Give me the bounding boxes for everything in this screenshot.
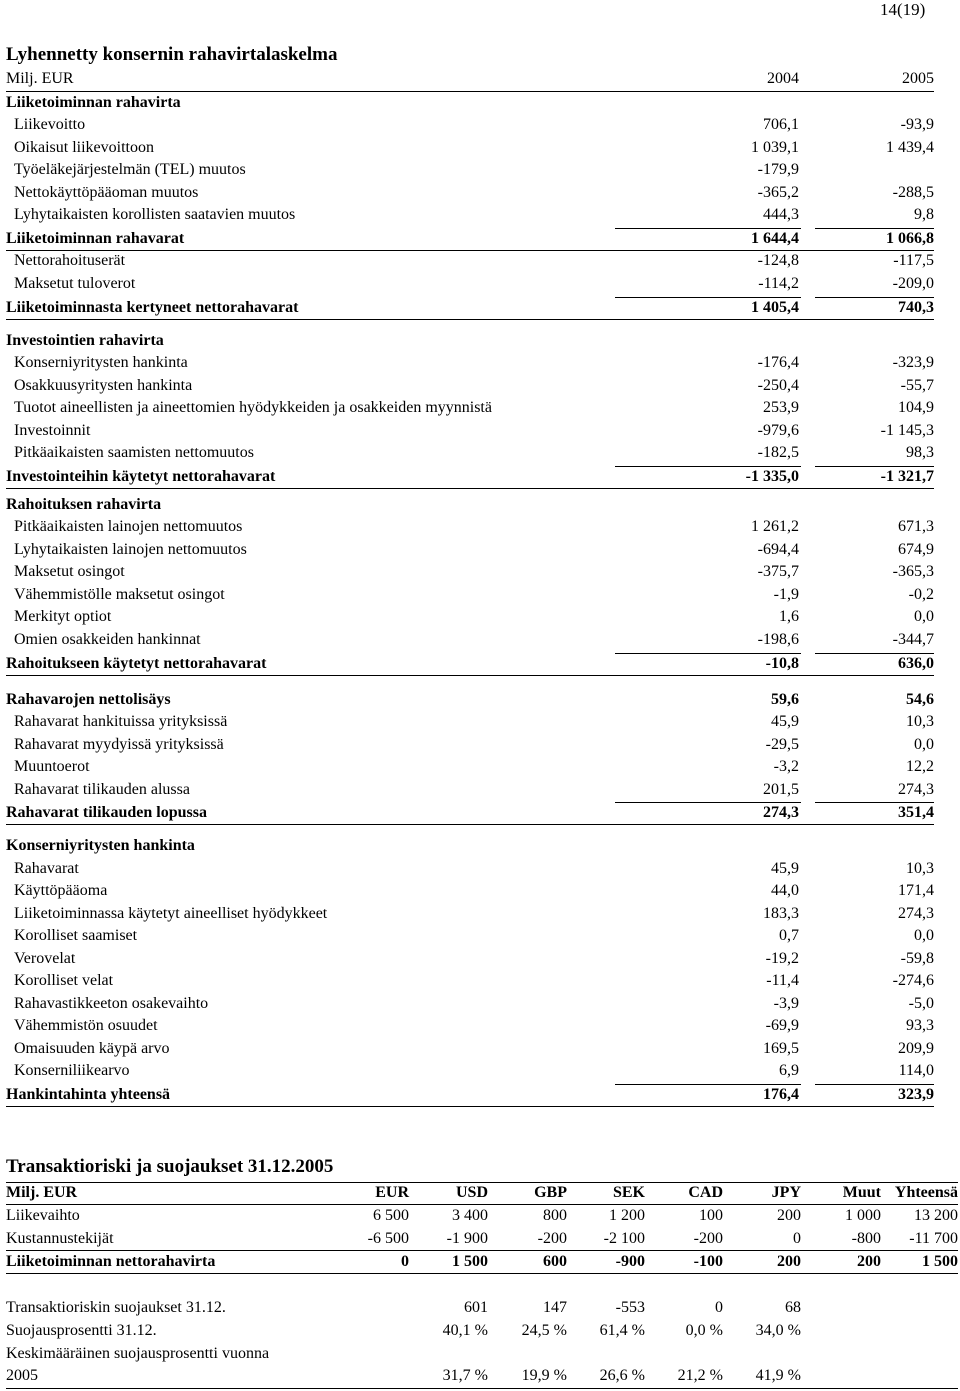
value-2004: -19,2 [765,950,799,967]
cell: -900 [615,1253,645,1270]
cashflow-row [6,250,934,272]
avg-label-row [0,1343,960,1365]
transaction-row [0,1228,960,1250]
subtotal-rule [615,228,801,229]
value-2005: -5,0 [908,995,934,1012]
cashflow-row [6,689,934,711]
subtotal-rule [615,1084,801,1085]
row-label: Osakkuusyritysten hankinta [14,377,193,394]
value-2005: 274,3 [898,905,934,922]
cell: -11 700 [909,1230,958,1247]
page-number: 14(19) [880,0,926,19]
subtotal-rule [815,297,934,298]
row-label: Liiketoiminnan nettorahavirta [6,1253,216,1270]
value-2004: -250,4 [757,377,799,394]
row-label: Keskimääräinen suojausprosentti vuonna [6,1345,270,1362]
total-underline [6,319,934,320]
value-2004: -29,5 [765,736,799,753]
value-2005: 0,0 [914,608,934,625]
value-2004: 45,9 [771,713,799,730]
value-2004: 0,7 [779,927,799,944]
value-2004: 706,1 [763,116,799,133]
cell: GBP [534,1184,567,1201]
value-2004: 201,5 [763,781,799,798]
transaction-title: Transaktioriski ja suojaukset 31.12.2005 [6,1156,334,1177]
cell: Yhteensä [894,1184,958,1201]
transaction-row [0,1251,960,1273]
value-2004: -375,7 [757,563,799,580]
row-label: Investoinnit [14,422,91,439]
cell: 41,9 % [755,1367,801,1384]
row-label: Rahavarat myydyissä yrityksissä [14,736,224,753]
cell: 40,1 % [442,1322,488,1339]
hedge-row [0,1320,960,1342]
cashflow-row [6,802,934,824]
value-2004: 44,0 [771,882,799,899]
total-underline [6,824,934,825]
value-2004: -3,9 [773,995,799,1012]
row-label: 2005 [6,1367,38,1384]
cell: 1 500 [452,1253,488,1270]
cashflow-row [6,1015,934,1037]
cell: 1 500 [922,1253,958,1270]
cell: 3 400 [452,1207,488,1224]
cell: 68 [785,1299,801,1316]
row-label: Kustannustekijät [6,1230,114,1247]
cell: 0,0 % [685,1322,723,1339]
cashflow-row [6,352,934,374]
cashflow-row [6,442,934,464]
row-label: Liiketoiminnasta kertyneet nettorahavarat [6,299,299,316]
value-2005: 10,3 [906,860,934,877]
value-2005: -0,2 [908,586,934,603]
cell: 6 500 [373,1207,409,1224]
cashflow-row [6,204,934,226]
value-2005: 351,4 [898,804,934,821]
cell: -2 100 [603,1230,645,1247]
row-label: Omien osakkeiden hankinnat [14,631,201,648]
subtotal-rule [815,228,934,229]
total-underline [6,675,934,676]
value-2004: -69,9 [765,1017,799,1034]
cell: -6 500 [367,1230,409,1247]
value-2004: -979,6 [757,422,799,439]
value-2005: -365,3 [892,563,934,580]
cashflow-row [6,584,934,606]
row-label: Konserniyritysten hankinta [6,837,195,854]
value-2005: -274,6 [892,972,934,989]
cashflow-row [6,925,934,947]
row-label: Konserniyritysten hankinta [14,354,188,371]
row-label: Investointeihin käytetyt nettorahavarat [6,468,276,485]
cashflow-row [6,466,934,488]
cell: -553 [615,1299,645,1316]
cashflow-row [6,273,934,295]
value-2005: 0,0 [914,927,934,944]
value-2005: 323,9 [898,1086,934,1103]
cashflow-row [6,228,934,250]
transaction-top-rule [6,1182,958,1183]
cell: 1 000 [845,1207,881,1224]
value-2004: -11,4 [766,972,799,989]
value-2005: -93,9 [900,116,934,133]
row-label: Rahavarat tilikauden lopussa [6,804,207,821]
value-2005: 12,2 [906,758,934,775]
value-2005: -55,7 [900,377,934,394]
cashflow-row [6,375,934,397]
cell: 24,5 % [521,1322,567,1339]
value-2004: 1 644,4 [751,230,799,247]
row-label: Nettorahoituserät [14,252,126,269]
value-2004: -694,4 [757,541,799,558]
value-2005: 171,4 [898,882,934,899]
cell: -200 [537,1230,567,1247]
cashflow-row [6,880,934,902]
subtotal-rule [615,802,801,803]
cell: 13 200 [914,1207,958,1224]
transaction-total-rule [6,1250,958,1251]
cashflow-row [6,182,934,204]
transaction-end-rule [6,1388,958,1389]
header-year-2005: 2005 [902,70,934,87]
row-label: Rahavarat [14,860,79,877]
cashflow-row [6,420,934,442]
cell: 61,4 % [599,1322,645,1339]
cashflow-row [6,606,934,628]
subtotal-rule [615,297,801,298]
row-label: Liiketoiminnan rahavirta [6,94,181,111]
value-2004: 1 261,2 [751,518,799,535]
cell: 147 [543,1299,567,1316]
cell: 200 [777,1207,801,1224]
cashflow-row [6,516,934,538]
hedge-row [0,1297,960,1319]
value-2005: 209,9 [898,1040,934,1057]
value-2004: 274,3 [763,804,799,821]
cashflow-row [6,779,934,801]
row-label: Lyhytaikaisten lainojen nettomuutos [14,541,247,558]
value-2004: -182,5 [757,444,799,461]
row-label: Käyttöpääoma [14,882,108,899]
value-2005: 1 066,8 [886,230,934,247]
row-label: Hankintahinta yhteensä [6,1086,171,1103]
cell: 26,6 % [599,1367,645,1384]
value-2004: 59,6 [771,691,799,708]
cell: 100 [699,1207,723,1224]
value-2005: -344,7 [892,631,934,648]
cell: 200 [777,1253,801,1270]
cashflow-row [6,1060,934,1082]
value-2004: -10,8 [765,655,799,672]
row-label: Rahavarat tilikauden alussa [14,781,190,798]
value-2004: 253,9 [763,399,799,416]
cashflow-row [6,92,934,114]
value-2004: -179,9 [757,161,799,178]
cell: 21,2 % [677,1367,723,1384]
value-2005: 9,8 [914,206,934,223]
cell: -1 900 [446,1230,488,1247]
row-label: Rahoitukseen käytetyt nettorahavarat [6,655,267,672]
row-label: Rahoituksen rahavirta [6,496,162,513]
cashflow-title: Lyhennetty konsernin rahavirtalaskelma [6,44,338,65]
value-2004: 169,5 [763,1040,799,1057]
subtotal-rule [815,1084,934,1085]
value-2005: -59,8 [900,950,934,967]
row-label: Korolliset velat [14,972,114,989]
header-year-2004: 2004 [767,70,799,87]
row-label: Rahavarojen nettolisäys [6,691,171,708]
value-2005: 740,3 [898,299,934,316]
cell: 200 [857,1253,881,1270]
value-2004: -1,9 [773,586,799,603]
row-label: Liikevoitto [14,116,86,133]
value-2005: 636,0 [898,655,934,672]
row-label: Rahavastikkeeton osakevaihto [14,995,209,1012]
value-2004: -124,8 [757,252,799,269]
cashflow-row [6,330,934,352]
row-label: Korolliset saamiset [14,927,138,944]
value-2005: 104,9 [898,399,934,416]
row-label: Vähemmistön osuudet [14,1017,158,1034]
value-2005: 674,9 [898,541,934,558]
row-label: Verovelat [14,950,76,967]
cashflow-row [6,137,934,159]
subtotal-rule [615,466,801,467]
cell: 0 [793,1230,801,1247]
row-label: Lyhytaikaisten korollisten saatavien muutos [14,206,296,223]
row-label: Liikevaihto [6,1207,80,1224]
subtotal-rule [615,653,801,654]
value-2005: 1 439,4 [886,139,934,156]
value-2005: -1 145,3 [880,422,934,439]
row-label: Vähemmistölle maksetut osingot [14,586,225,603]
value-2005: 98,3 [906,444,934,461]
value-2005: 10,3 [906,713,934,730]
cell: USD [455,1184,488,1201]
total-underline [6,488,934,489]
value-2005: -323,9 [892,354,934,371]
value-2004: 1,6 [779,608,799,625]
row-label: Maksetut tuloverot [14,275,136,292]
cashflow-row [6,858,934,880]
row-label: Investointien rahavirta [6,332,164,349]
cell: 0 [401,1253,409,1270]
transaction-row [0,1205,960,1227]
cashflow-row [6,494,934,516]
value-2004: 6,9 [779,1062,799,1079]
subtotal-rule [815,466,934,467]
row-label: Konserniliikearvo [14,1062,130,1079]
cashflow-row [6,1084,934,1106]
value-2005: 54,6 [906,691,934,708]
total-underline [6,1106,934,1107]
row-label: Työeläkejärjestelmän (TEL) muutos [14,161,246,178]
cashflow-row [6,653,934,675]
cell: 600 [543,1253,567,1270]
value-2004: -198,6 [757,631,799,648]
cell: -800 [851,1230,881,1247]
cell: CAD [688,1184,723,1201]
cell: SEK [612,1184,645,1201]
cashflow-row [6,397,934,419]
row-label: Omaisuuden käypä arvo [14,1040,170,1057]
cashflow-row [6,629,934,651]
cell: EUR [375,1184,409,1201]
row-label: Liiketoiminnan rahavarat [6,230,185,247]
cashflow-row [6,948,934,970]
cashflow-row [6,903,934,925]
value-2004: 1 405,4 [751,299,799,316]
cell: 1 200 [609,1207,645,1224]
value-2004: 444,3 [763,206,799,223]
row-label: Merkityt optiot [14,608,112,625]
cell: 601 [464,1299,488,1316]
row-label: Rahavarat hankituissa yrityksissä [14,713,228,730]
value-2005: 114,0 [898,1062,934,1079]
cell: JPY [771,1184,801,1201]
cell: -100 [693,1253,723,1270]
value-2004: -365,2 [757,184,799,201]
row-label: Muuntoerot [14,758,90,775]
subtotal-rule [815,802,934,803]
row-label: Liiketoiminnassa käytetyt aineelliset hyödykkeet [14,905,328,922]
value-2004: 176,4 [763,1086,799,1103]
cashflow-row [6,539,934,561]
cashflow-row [6,970,934,992]
value-2005: 0,0 [914,736,934,753]
cell: 34,0 % [755,1322,801,1339]
value-2004: -114,2 [758,275,799,292]
row-label: Tuotot aineellisten ja aineettomien hyödykkeiden ja osakkeiden myynnistä [14,399,492,416]
cashflow-row [6,297,934,319]
transaction-header [0,1182,960,1204]
value-2004: 45,9 [771,860,799,877]
row-label: Pitkäaikaisten lainojen nettomuutos [14,518,243,535]
value-2005: 671,3 [898,518,934,535]
row-label: Nettokäyttöpääoman muutos [14,184,199,201]
cashflow-row [6,734,934,756]
cell: 19,9 % [521,1367,567,1384]
cell: 31,7 % [442,1367,488,1384]
cashflow-row [6,1038,934,1060]
cashflow-row [6,561,934,583]
value-2004: 1 039,1 [751,139,799,156]
value-2004: 183,3 [763,905,799,922]
cashflow-row [6,835,934,857]
value-2004: -176,4 [757,354,799,371]
cashflow-header [6,68,934,90]
cashflow-row [6,114,934,136]
cell: 0 [715,1299,723,1316]
row-label: Suojausprosentti 31.12. [6,1322,157,1339]
value-2005: -1 321,7 [880,468,934,485]
row-label: Milj. EUR [6,1184,78,1201]
cashflow-row [6,711,934,733]
value-2004: -1 335,0 [745,468,799,485]
value-2005: 274,3 [898,781,934,798]
row-label: Pitkäaikaisten saamisten nettomuutos [14,444,254,461]
cell: Muut [842,1184,881,1201]
value-2005: -209,0 [892,275,934,292]
avg-row [0,1365,960,1387]
cell: -200 [693,1230,723,1247]
row-label: Transaktioriskin suojaukset 31.12. [6,1299,226,1316]
value-2004: -3,2 [773,758,799,775]
header-unit: Milj. EUR [6,70,74,87]
transaction-bottom-rule [6,1273,958,1274]
value-2005: 93,3 [906,1017,934,1034]
cell: 800 [543,1207,567,1224]
subtotal-rule [815,653,934,654]
value-2005: -117,5 [893,252,934,269]
cashflow-row [6,159,934,181]
row-label: Maksetut osingot [14,563,125,580]
cashflow-row [6,993,934,1015]
cashflow-row [6,756,934,778]
row-label: Oikaisut liikevoittoon [14,139,154,156]
value-2005: -288,5 [892,184,934,201]
